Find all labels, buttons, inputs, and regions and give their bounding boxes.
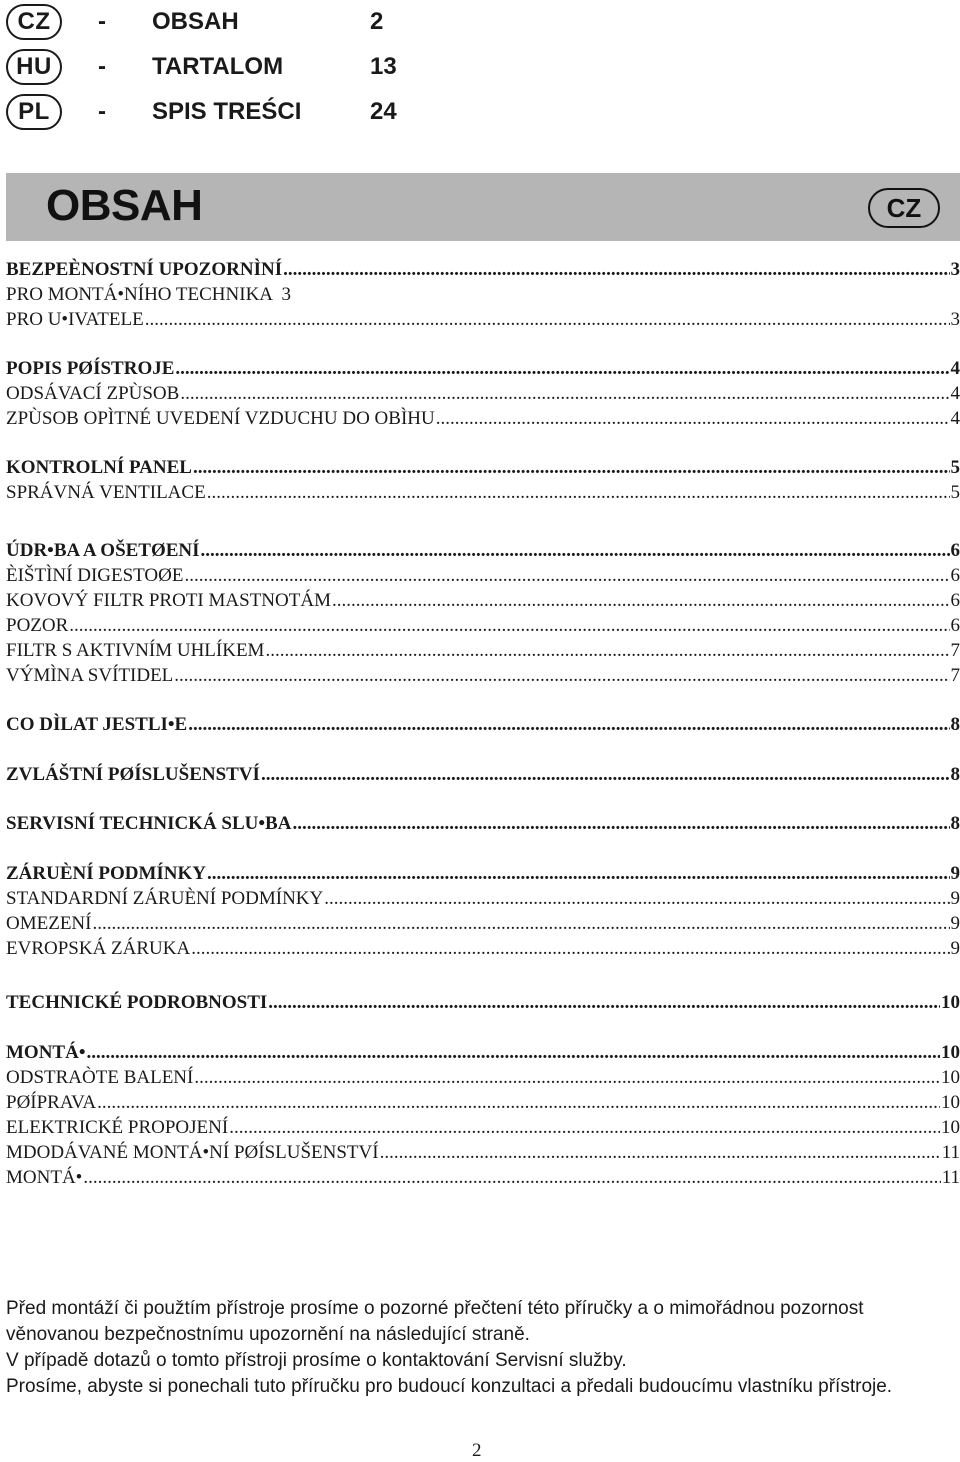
language-row-hu[interactable] [6,47,426,87]
toc-leader-dots [180,382,949,406]
toc-entry-page: 11 [941,1167,960,1188]
toc-entry-title: ZÁRUÈNÍ PODMÍNKY [6,863,207,884]
toc-leader-dots [265,639,949,663]
language-page: 2 [370,8,384,35]
toc-leader-dots [191,937,949,961]
toc-entry-page: 10 [941,1092,960,1113]
note-paragraph: V případě dotazů o tomto přístroji prosíme o kontaktování Servisní služby. [6,1350,627,1371]
toc-leader-dots [268,991,940,1015]
toc-entry[interactable] [6,539,960,563]
toc-leader-dots [207,481,950,505]
toc-entry[interactable] [6,664,960,688]
toc-entry[interactable] [6,887,960,911]
toc-entry-page: 10 [941,1117,960,1138]
toc-entry-page: 6 [950,590,960,611]
toc-entry[interactable] [6,589,960,613]
toc-leader-dots [193,456,950,480]
toc-entry-page: 7 [950,640,960,661]
toc-leader-dots [174,664,949,688]
toc-entry-title: ODSTRAÒTE BALENÍ [6,1067,194,1088]
toc-entry-title: BEZPEÈNOSTNÍ UPOZORNÌNÍ [6,259,283,280]
toc-entry[interactable] [6,1166,960,1190]
toc-entry[interactable] [6,614,960,638]
toc-leader-dots [86,1041,940,1065]
page-title: OBSAH [46,181,203,230]
language-title: OBSAH [152,8,239,35]
toc-entry-title: POPIS PØÍSTROJE [6,358,175,379]
toc-entry-title: ODSÁVACÍ ZPÙSOB [6,383,180,404]
toc-entry-title: PRO MONTÁ•NÍHO TECHNIKA 3 [6,284,291,305]
toc-leader-dots [207,862,949,886]
toc-entry[interactable] [6,1141,960,1165]
toc-entry-title: POZOR [6,615,69,636]
toc-leader-dots [283,258,949,282]
language-page: 13 [370,53,397,80]
toc-entry[interactable] [6,812,960,836]
toc-entry-page: 4 [950,408,960,429]
language-row-pl[interactable] [6,92,426,132]
toc-leader-dots [175,357,949,381]
toc-entry-page: 8 [950,714,960,735]
language-row-cz[interactable] [6,2,426,42]
toc-leader-dots [194,1066,940,1090]
toc-leader-dots [324,887,949,911]
toc-leader-dots [261,763,950,787]
toc-entry[interactable] [6,991,960,1015]
intro-note [6,1296,956,1400]
toc-leader-dots [292,812,949,836]
toc-leader-dots [97,1091,940,1115]
language-title: TARTALOM [152,53,284,80]
page-number: 2 [472,1440,482,1461]
language-badge: PL [6,94,62,130]
language-dash: - [98,53,106,80]
note-paragraph: Prosíme, abyste si ponechali tuto příručku pro budoucí konzultaci a předali budoucímu vlastníku přístroje. [6,1376,893,1397]
toc-entry[interactable] [6,1091,960,1115]
toc-leader-dots [436,407,950,431]
toc-entry-page: 3 [950,259,960,280]
toc-entry[interactable] [6,308,960,332]
toc-entry-title: ZPÙSOB OPÌTNÉ UVEDENÍ VZDUCHU DO OBÌHU [6,408,435,429]
toc-entry[interactable] [6,639,960,663]
toc-leader-dots [380,1141,941,1165]
language-badge: HU [6,49,62,85]
toc-entry[interactable] [6,407,960,431]
toc-entry-title: KOVOVÝ FILTR PROTI MASTNOTÁM [6,590,331,611]
toc-entry-page: 4 [950,383,960,404]
note-paragraph: Před montáží či použtím přístroje prosíme o pozorné přečtení této příručky a o mimořádnou pozornost věnovanou bezpečnostnímu upozornění na následující straně. [6,1298,864,1345]
toc-entry-page: 4 [950,358,960,379]
toc-entry-page: 8 [950,764,960,785]
toc-leader-dots [188,713,949,737]
toc-leader-dots [332,589,950,613]
toc-leader-dots [185,564,950,588]
toc-entry[interactable] [6,912,960,936]
toc-entry[interactable] [6,258,960,282]
toc-entry-page: 8 [950,813,960,834]
toc-entry-page: 5 [950,482,960,503]
toc-entry-page: 10 [941,992,960,1013]
section-banner [6,173,960,241]
toc-entry-page: 9 [950,913,960,934]
toc-entry[interactable] [6,763,960,787]
toc-entry-title: ÚDR•BA A OŠETØENÍ [6,540,200,561]
toc-entry-title: MDODÁVANÉ MONTÁ•NÍ PØÍSLUŠENSTVÍ [6,1142,379,1163]
language-page: 24 [370,98,397,125]
toc-entry[interactable] [6,1116,960,1140]
toc-entry-title: ELEKTRICKÉ PROPOJENÍ [6,1117,229,1138]
toc-entry-page: 3 [950,309,960,330]
toc-entry[interactable] [6,1066,960,1090]
language-dash: - [98,8,106,35]
toc-entry-title: SERVISNÍ TECHNICKÁ SLU•BA [6,813,292,834]
toc-entry-page: 9 [950,938,960,959]
language-dash: - [98,98,106,125]
toc-entry-page: 11 [941,1142,960,1163]
toc-leader-dots [69,614,949,638]
toc-entry-title: STANDARDNÍ ZÁRUÈNÍ PODMÍNKY [6,888,324,909]
toc-entry-title: ÈIŠTÌNÍ DIGESTOØE [6,565,184,586]
toc-entry-title: SPRÁVNÁ VENTILACE [6,482,206,503]
toc-entry-page: 6 [950,540,960,561]
toc-entry-title: EVROPSKÁ ZÁRUKA [6,938,191,959]
toc-entry-page: 5 [950,457,960,478]
toc-entry-page: 10 [941,1067,960,1088]
toc-entry[interactable] [6,862,960,886]
toc-entry[interactable] [6,456,960,480]
toc-entry-title: FILTR S AKTIVNÍM UHLÍKEM [6,640,265,661]
toc-entry-title: PRO U•IVATELE [6,309,144,330]
toc-entry-page: 6 [950,615,960,636]
toc-entry-page: 6 [950,565,960,586]
toc-entry[interactable] [6,357,960,381]
toc-entry[interactable] [6,713,960,737]
toc-entry-title: VÝMÌNA SVÍTIDEL [6,665,174,686]
toc-entry[interactable] [6,382,960,406]
toc-leader-dots [229,1116,940,1140]
toc-leader-dots [145,308,950,332]
toc-entry[interactable] [6,481,960,505]
toc-entry-title: OMEZENÍ [6,913,92,934]
toc-entry[interactable] [6,283,960,307]
toc-leader-dots [83,1166,940,1190]
toc-entry-title: MONTÁ• [6,1042,86,1063]
toc-entry-title: KONTROLNÍ PANEL [6,457,192,478]
toc-entry-page: 7 [950,665,960,686]
toc-entry-page: 9 [950,888,960,909]
toc-entry-title: CO DÌLAT JESTLI•E [6,714,188,735]
toc-entry[interactable] [6,937,960,961]
toc-entry-title: MONTÁ• [6,1167,83,1188]
language-title: SPIS TREŚCI [152,98,302,125]
toc-entry[interactable] [6,1041,960,1065]
toc-entry-page: 9 [950,863,960,884]
toc-entry-page: 10 [941,1042,960,1063]
toc-entry-title: ZVLÁŠTNÍ PØÍSLUŠENSTVÍ [6,764,260,785]
toc-entry[interactable] [6,564,960,588]
toc-entry-title: TECHNICKÉ PODROBNOSTI [6,992,268,1013]
language-badge-cz: CZ [868,188,940,228]
toc-leader-dots [92,912,949,936]
language-badge: CZ [6,4,62,40]
toc-leader-dots [201,539,950,563]
toc-entry-title: PØÍPRAVA [6,1092,97,1113]
